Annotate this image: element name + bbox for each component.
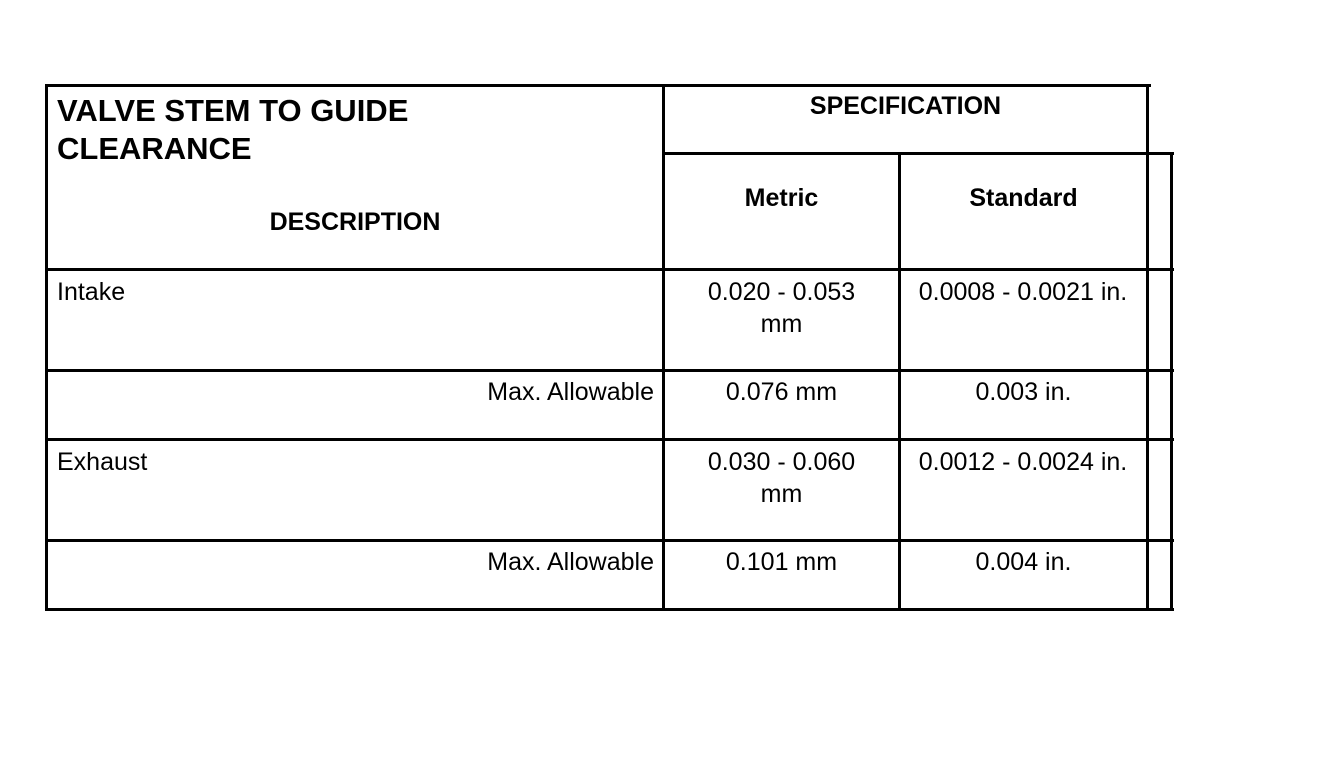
column-divider-description — [662, 84, 665, 611]
table-border-left — [45, 84, 48, 611]
table-border-top — [45, 84, 1151, 87]
row-exhaust-metric: 0.030 - 0.060 mm — [707, 448, 856, 508]
row-exhaust-standard: 0.0012 - 0.0024 in. — [918, 448, 1128, 476]
table-border-right-outer — [1170, 152, 1173, 611]
table-border-right-inner — [1146, 84, 1149, 611]
row-exhaust-max-description: Max. Allowable — [487, 548, 654, 576]
table-border-bottom — [45, 608, 1174, 611]
row-intake-description: Intake — [57, 278, 126, 306]
row-exhaust-description: Exhaust — [57, 448, 148, 476]
row-intake-standard: 0.0008 - 0.0021 in. — [918, 278, 1128, 306]
metric-header: Metric — [744, 184, 819, 212]
header-divider-bottom — [45, 268, 1174, 271]
row-intake-max-metric: 0.076 mm — [725, 378, 838, 406]
specification-header: SPECIFICATION — [809, 92, 1002, 120]
row-divider-3 — [45, 539, 1174, 542]
header-divider-spec — [663, 152, 1174, 155]
row-intake-max-description: Max. Allowable — [487, 378, 654, 406]
row-intake-metric: 0.020 - 0.053 mm — [707, 278, 856, 338]
row-intake-max-standard: 0.003 in. — [975, 378, 1072, 406]
row-divider-1 — [45, 369, 1174, 372]
description-header: DESCRIPTION — [269, 208, 441, 236]
row-exhaust-max-metric: 0.101 mm — [725, 548, 838, 576]
row-exhaust-max-standard: 0.004 in. — [975, 548, 1072, 576]
table-title: VALVE STEM TO GUIDE CLEARANCE — [57, 93, 409, 166]
row-divider-2 — [45, 438, 1174, 441]
standard-header: Standard — [969, 184, 1078, 212]
